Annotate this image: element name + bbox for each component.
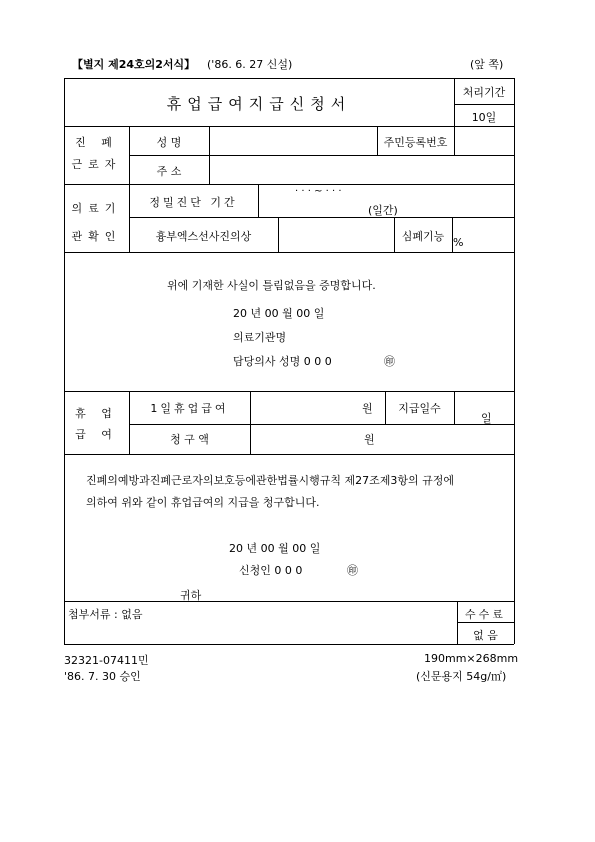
applicant-seal-icon: ㊞ xyxy=(347,564,358,577)
fee-label: 수수료 xyxy=(465,608,506,621)
claim-amount-field[interactable] xyxy=(254,431,358,449)
form-tag: 【별지 제24호의2서식】 xyxy=(72,58,196,71)
doctor-seal-icon: ㊞ xyxy=(384,355,395,368)
pay-days-unit: 일 xyxy=(481,412,492,425)
claim-amount-unit: 원 xyxy=(364,433,375,446)
daily-benefit-unit: 원 xyxy=(362,402,373,415)
pay-days-label: 지급일수 xyxy=(398,402,441,415)
exam-days-label: (일간) xyxy=(368,204,398,217)
rrn-field[interactable] xyxy=(458,134,510,152)
address-label: 주 소 xyxy=(156,165,182,178)
fee-value: 없 음 xyxy=(473,629,498,642)
attachments-label: 첨부서류 : 없음 xyxy=(68,608,143,621)
applicant-name-label: 신청인 0 0 0 xyxy=(239,564,303,577)
worker-group-label-2: 근로자 xyxy=(71,158,122,171)
approval-date: '86. 7. 30 승인 xyxy=(64,670,141,683)
processing-period-label: 처리기간 xyxy=(462,86,506,99)
exam-period-dots[interactable]: · · · ~ · · · xyxy=(295,186,342,197)
xray-label: 흉부엑스선사진의상 xyxy=(155,230,252,243)
certify-date[interactable]: 20 년 00 월 00 일 xyxy=(233,307,325,320)
rrn-label: 주민등록번호 xyxy=(383,136,448,149)
daily-benefit-field[interactable] xyxy=(254,400,358,418)
benefit-group-label-2: 급 여 xyxy=(75,428,118,441)
institution-label: 의료기관명 xyxy=(233,331,287,344)
name-label: 성 명 xyxy=(156,136,182,149)
application-text-line-2: 의하여 위와 같이 휴업급여의 지급을 청구합니다. xyxy=(86,496,320,509)
medical-group-label-2: 관확인 xyxy=(71,230,122,243)
worker-group-label-1: 진 폐 xyxy=(75,136,118,149)
cardio-label: 심폐기능 xyxy=(401,230,445,243)
certify-statement: 위에 기재한 사실이 틀림없음을 증명합니다. xyxy=(167,279,376,292)
addressee-label: 귀하 xyxy=(180,589,202,602)
form-date: ('86. 6. 27 신설) xyxy=(207,58,293,71)
application-text-line-1: 진폐의예방과진폐근로자의보호등에관한법률시행규칙 제27조제3항의 규정에 xyxy=(86,474,455,487)
xray-field[interactable] xyxy=(282,228,390,246)
application-date[interactable]: 20 년 00 월 00 일 xyxy=(229,542,321,555)
exam-period-label: 정밀진단 기간 xyxy=(149,196,238,209)
form-title: 휴업급여지급신청서 xyxy=(166,95,352,113)
pay-days-field[interactable] xyxy=(458,400,478,418)
page-side-label: (앞 쪽) xyxy=(470,58,504,71)
cardio-percent-field[interactable]: % xyxy=(453,236,464,249)
daily-benefit-label: 1일휴업급여 xyxy=(150,402,229,415)
medical-group-label-1: 의료기 xyxy=(71,202,122,215)
processing-period-value: 10일 xyxy=(471,111,497,124)
claim-amount-label: 청 구 액 xyxy=(170,433,209,446)
form-code: 32321-07411민 xyxy=(64,654,149,667)
doctor-name-label: 담당의사 성명 0 0 0 xyxy=(233,355,332,368)
paper-type: (신문용지 54g/㎡) xyxy=(416,670,507,683)
name-field[interactable] xyxy=(214,134,374,152)
address-field[interactable] xyxy=(214,163,510,181)
benefit-group-label-1: 휴 업 xyxy=(75,407,118,420)
paper-size: 190mm×268mm xyxy=(424,652,519,665)
